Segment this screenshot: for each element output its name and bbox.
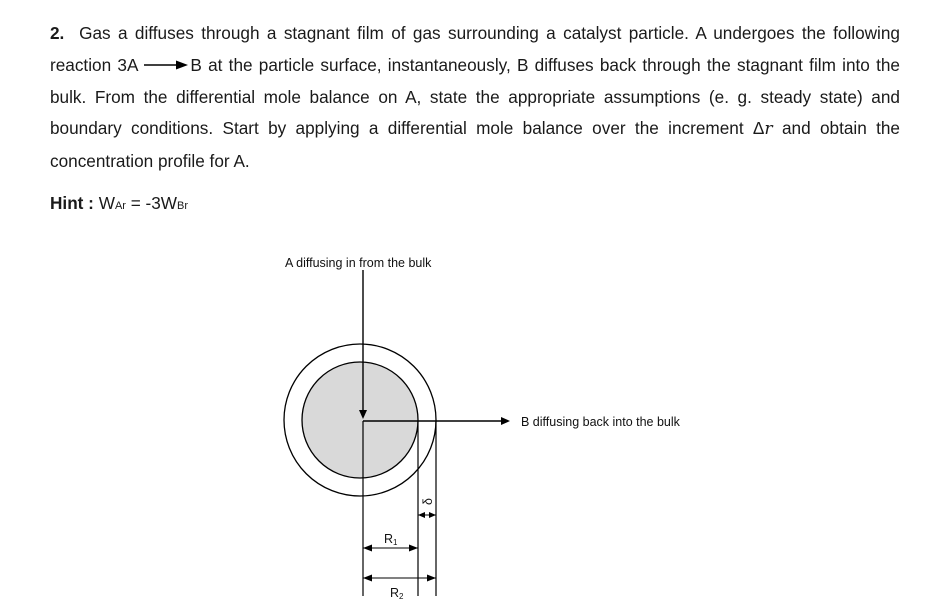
- hint-equals: = -3W: [125, 193, 178, 213]
- problem-text-part2: B at the particle surface, instantaneously, B diffuses back through the stagnant film into the bulk. From the differential mole balance on A, state the appropriate assumptions (e. g. steady state) and boundary conditions. Start by applying a differential mole balance over the increment Δ: [50, 54, 900, 139]
- delta-arrowhead-right: [429, 512, 436, 518]
- label-r1: R1: [384, 532, 398, 547]
- catalyst-particle: [302, 362, 418, 478]
- r2-arrowhead-left: [363, 575, 372, 582]
- problem-text-part1: Gas a diffuses through a stagnant film of gas surrounding a catalyst particle. A undergoes the following reaction 3A: [50, 23, 900, 75]
- r1-arrowhead-right: [409, 545, 418, 552]
- hint-label: Hint :: [50, 193, 94, 213]
- delta-arrowhead-left: [418, 512, 425, 518]
- r2-arrowhead-right: [427, 575, 436, 582]
- label-delta: δ: [421, 498, 435, 505]
- hint-lhs: W: [98, 193, 115, 213]
- label-r2: R2: [390, 586, 404, 601]
- hint-rhs-sub: Br: [177, 200, 189, 212]
- increment-variable: r: [764, 119, 773, 140]
- problem-number: 2.: [50, 23, 65, 43]
- r1-arrowhead-left: [363, 545, 372, 552]
- label-a-diffusing-in: A diffusing in from the bulk: [285, 256, 432, 270]
- hint-lhs-sub: Ar: [114, 200, 126, 212]
- label-b-diffusing-out: B diffusing back into the bulk: [521, 415, 680, 429]
- problem-text-part3: and obtain the concentration profile for A.: [50, 118, 900, 172]
- b-diffusion-arrowhead: [501, 417, 510, 425]
